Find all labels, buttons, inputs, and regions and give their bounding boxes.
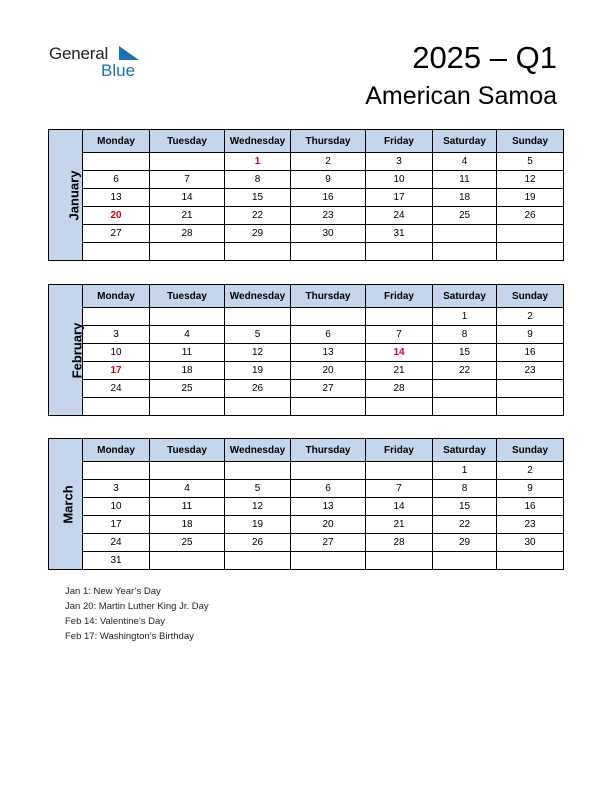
day-cell: 22: [433, 516, 497, 534]
day-cell: [225, 462, 291, 480]
day-cell: 1: [225, 153, 291, 171]
weekday-header: Saturday: [433, 285, 497, 308]
logo-text-general: General: [49, 44, 109, 63]
logo-text-blue: Blue: [101, 61, 136, 80]
page-subtitle: American Samoa: [365, 82, 557, 110]
week-row: [49, 516, 564, 534]
day-cell: 29: [433, 534, 497, 552]
week-row: [49, 380, 564, 398]
weekday-header: Thursday: [291, 439, 366, 462]
day-cell: 6: [83, 171, 150, 189]
day-cell: 19: [225, 362, 291, 380]
day-cell: [433, 398, 497, 416]
day-cell: [83, 462, 150, 480]
logo-triangle-icon: [119, 46, 139, 60]
month-name: March: [60, 484, 76, 524]
day-cell: [291, 398, 366, 416]
weekday-header: Wednesday: [225, 285, 291, 308]
day-cell: 6: [291, 326, 366, 344]
day-cell: 4: [433, 153, 497, 171]
day-cell: [433, 225, 497, 243]
day-cell: [291, 308, 366, 326]
weekday-header: Sunday: [497, 285, 564, 308]
day-cell: 2: [497, 462, 564, 480]
day-cell: 15: [433, 498, 497, 516]
day-cell: 11: [433, 171, 497, 189]
day-cell: [433, 552, 497, 570]
day-cell: 10: [366, 171, 433, 189]
day-cell: [150, 153, 225, 171]
day-cell: 9: [291, 171, 366, 189]
week-row: [49, 534, 564, 552]
day-cell: 30: [291, 225, 366, 243]
day-cell: 21: [150, 207, 225, 225]
day-cell: 23: [497, 516, 564, 534]
day-cell: [150, 552, 225, 570]
day-cell: 26: [497, 207, 564, 225]
day-cell: [497, 243, 564, 261]
day-cell: 22: [433, 362, 497, 380]
week-row: [49, 552, 564, 570]
holiday-note: Feb 14: Valentine’s Day: [65, 616, 165, 627]
week-row: [49, 225, 564, 243]
day-cell: 7: [150, 171, 225, 189]
day-cell: 8: [225, 171, 291, 189]
day-cell: [83, 398, 150, 416]
day-cell: [150, 462, 225, 480]
day-cell: 14: [366, 498, 433, 516]
weekday-header: Saturday: [433, 130, 497, 153]
day-cell: 15: [433, 344, 497, 362]
day-cell: 22: [225, 207, 291, 225]
day-cell: [225, 398, 291, 416]
weekday-header: Tuesday: [150, 130, 225, 153]
month-calendar-february: [48, 284, 563, 416]
day-cell: [366, 552, 433, 570]
day-cell: [291, 552, 366, 570]
day-cell: 19: [497, 189, 564, 207]
day-cell: 28: [366, 534, 433, 552]
weekday-header: Friday: [366, 285, 433, 308]
day-cell: 2: [291, 153, 366, 171]
day-cell: 2: [497, 308, 564, 326]
generalblue-logo: [49, 44, 159, 82]
calendar-table: [48, 438, 564, 570]
day-cell: 7: [366, 326, 433, 344]
day-cell: 16: [497, 498, 564, 516]
day-cell: 1: [433, 462, 497, 480]
month-label: [49, 285, 83, 416]
day-cell: 13: [291, 498, 366, 516]
day-cell: 24: [83, 534, 150, 552]
day-cell: [366, 398, 433, 416]
week-row: [49, 189, 564, 207]
day-cell: 18: [433, 189, 497, 207]
weekday-header: Saturday: [433, 439, 497, 462]
day-cell: 26: [225, 380, 291, 398]
week-row: [49, 398, 564, 416]
day-cell: 14: [150, 189, 225, 207]
day-cell: [83, 243, 150, 261]
week-row: [49, 362, 564, 380]
month-label: [49, 439, 83, 570]
day-cell: 3: [83, 326, 150, 344]
day-cell: 5: [225, 480, 291, 498]
weekday-header: Tuesday: [150, 285, 225, 308]
day-cell: 31: [366, 225, 433, 243]
month-calendar-march: [48, 438, 563, 570]
day-cell: [291, 243, 366, 261]
day-cell: 12: [225, 498, 291, 516]
day-cell: 25: [433, 207, 497, 225]
day-cell: [497, 380, 564, 398]
weekday-header: Monday: [83, 285, 150, 308]
day-cell: [225, 552, 291, 570]
holiday-notes: [65, 584, 209, 644]
day-cell: 6: [291, 480, 366, 498]
week-row: [49, 243, 564, 261]
weekday-header: Friday: [366, 130, 433, 153]
day-cell: [150, 308, 225, 326]
day-cell: 9: [497, 326, 564, 344]
week-row: [49, 171, 564, 189]
day-cell: 21: [366, 362, 433, 380]
day-cell: 27: [291, 534, 366, 552]
holiday-note: Feb 17: Washington’s Birthday: [65, 631, 194, 642]
month-name: February: [69, 322, 85, 378]
day-cell: [150, 398, 225, 416]
weekday-header: Tuesday: [150, 439, 225, 462]
month-label: [49, 130, 83, 261]
day-cell: [291, 462, 366, 480]
holiday-note: Jan 20: Martin Luther King Jr. Day: [65, 601, 209, 612]
day-cell: 24: [83, 380, 150, 398]
weekday-header: Wednesday: [225, 439, 291, 462]
week-row: [49, 344, 564, 362]
day-cell: 5: [497, 153, 564, 171]
day-cell: 17: [83, 362, 150, 380]
weekday-header: Monday: [83, 130, 150, 153]
page-title: 2025 – Q1: [412, 40, 557, 75]
weekday-header: Wednesday: [225, 130, 291, 153]
weekday-header: Friday: [366, 439, 433, 462]
day-cell: 24: [366, 207, 433, 225]
day-cell: [225, 243, 291, 261]
day-cell: [83, 153, 150, 171]
day-cell: 3: [366, 153, 433, 171]
day-cell: 21: [366, 516, 433, 534]
week-row: [49, 308, 564, 326]
day-cell: 18: [150, 362, 225, 380]
day-cell: 29: [225, 225, 291, 243]
day-cell: 16: [291, 189, 366, 207]
day-cell: 30: [497, 534, 564, 552]
day-cell: 4: [150, 480, 225, 498]
day-cell: 25: [150, 380, 225, 398]
day-cell: 28: [150, 225, 225, 243]
week-row: [49, 207, 564, 225]
day-cell: 11: [150, 498, 225, 516]
week-row: [49, 326, 564, 344]
calendar-table: [48, 129, 564, 261]
week-row: [49, 153, 564, 171]
weekday-header: Sunday: [497, 130, 564, 153]
day-cell: [366, 308, 433, 326]
day-cell: 8: [433, 480, 497, 498]
day-cell: 12: [497, 171, 564, 189]
day-cell: 13: [83, 189, 150, 207]
day-cell: 28: [366, 380, 433, 398]
weekday-header: Thursday: [291, 285, 366, 308]
day-cell: 27: [83, 225, 150, 243]
month-calendar-january: [48, 129, 563, 261]
day-cell: 5: [225, 326, 291, 344]
day-cell: 4: [150, 326, 225, 344]
day-cell: 23: [291, 207, 366, 225]
weekday-header: Sunday: [497, 439, 564, 462]
day-cell: 17: [366, 189, 433, 207]
day-cell: 10: [83, 498, 150, 516]
day-cell: 17: [83, 516, 150, 534]
day-cell: [497, 552, 564, 570]
week-row: [49, 498, 564, 516]
day-cell: 10: [83, 344, 150, 362]
day-cell: [225, 308, 291, 326]
day-cell: 20: [291, 362, 366, 380]
weekday-header: Monday: [83, 439, 150, 462]
day-cell: 18: [150, 516, 225, 534]
day-cell: 1: [433, 308, 497, 326]
day-cell: 26: [225, 534, 291, 552]
day-cell: 8: [433, 326, 497, 344]
day-cell: 20: [291, 516, 366, 534]
day-cell: 14: [366, 344, 433, 362]
day-cell: [497, 398, 564, 416]
day-cell: [366, 462, 433, 480]
week-row: [49, 480, 564, 498]
day-cell: [150, 243, 225, 261]
day-cell: 19: [225, 516, 291, 534]
calendar-table: [48, 284, 564, 416]
day-cell: 12: [225, 344, 291, 362]
day-cell: 7: [366, 480, 433, 498]
day-cell: [433, 243, 497, 261]
day-cell: 27: [291, 380, 366, 398]
holiday-note: Jan 1: New Year’s Day: [65, 586, 161, 597]
day-cell: [433, 380, 497, 398]
day-cell: [497, 225, 564, 243]
day-cell: 9: [497, 480, 564, 498]
day-cell: 11: [150, 344, 225, 362]
day-cell: [83, 308, 150, 326]
day-cell: 25: [150, 534, 225, 552]
day-cell: 3: [83, 480, 150, 498]
weekday-header: Thursday: [291, 130, 366, 153]
day-cell: 20: [83, 207, 150, 225]
day-cell: 31: [83, 552, 150, 570]
day-cell: 23: [497, 362, 564, 380]
week-row: [49, 462, 564, 480]
day-cell: 16: [497, 344, 564, 362]
month-name: January: [66, 170, 82, 220]
day-cell: 13: [291, 344, 366, 362]
day-cell: 15: [225, 189, 291, 207]
day-cell: [366, 243, 433, 261]
